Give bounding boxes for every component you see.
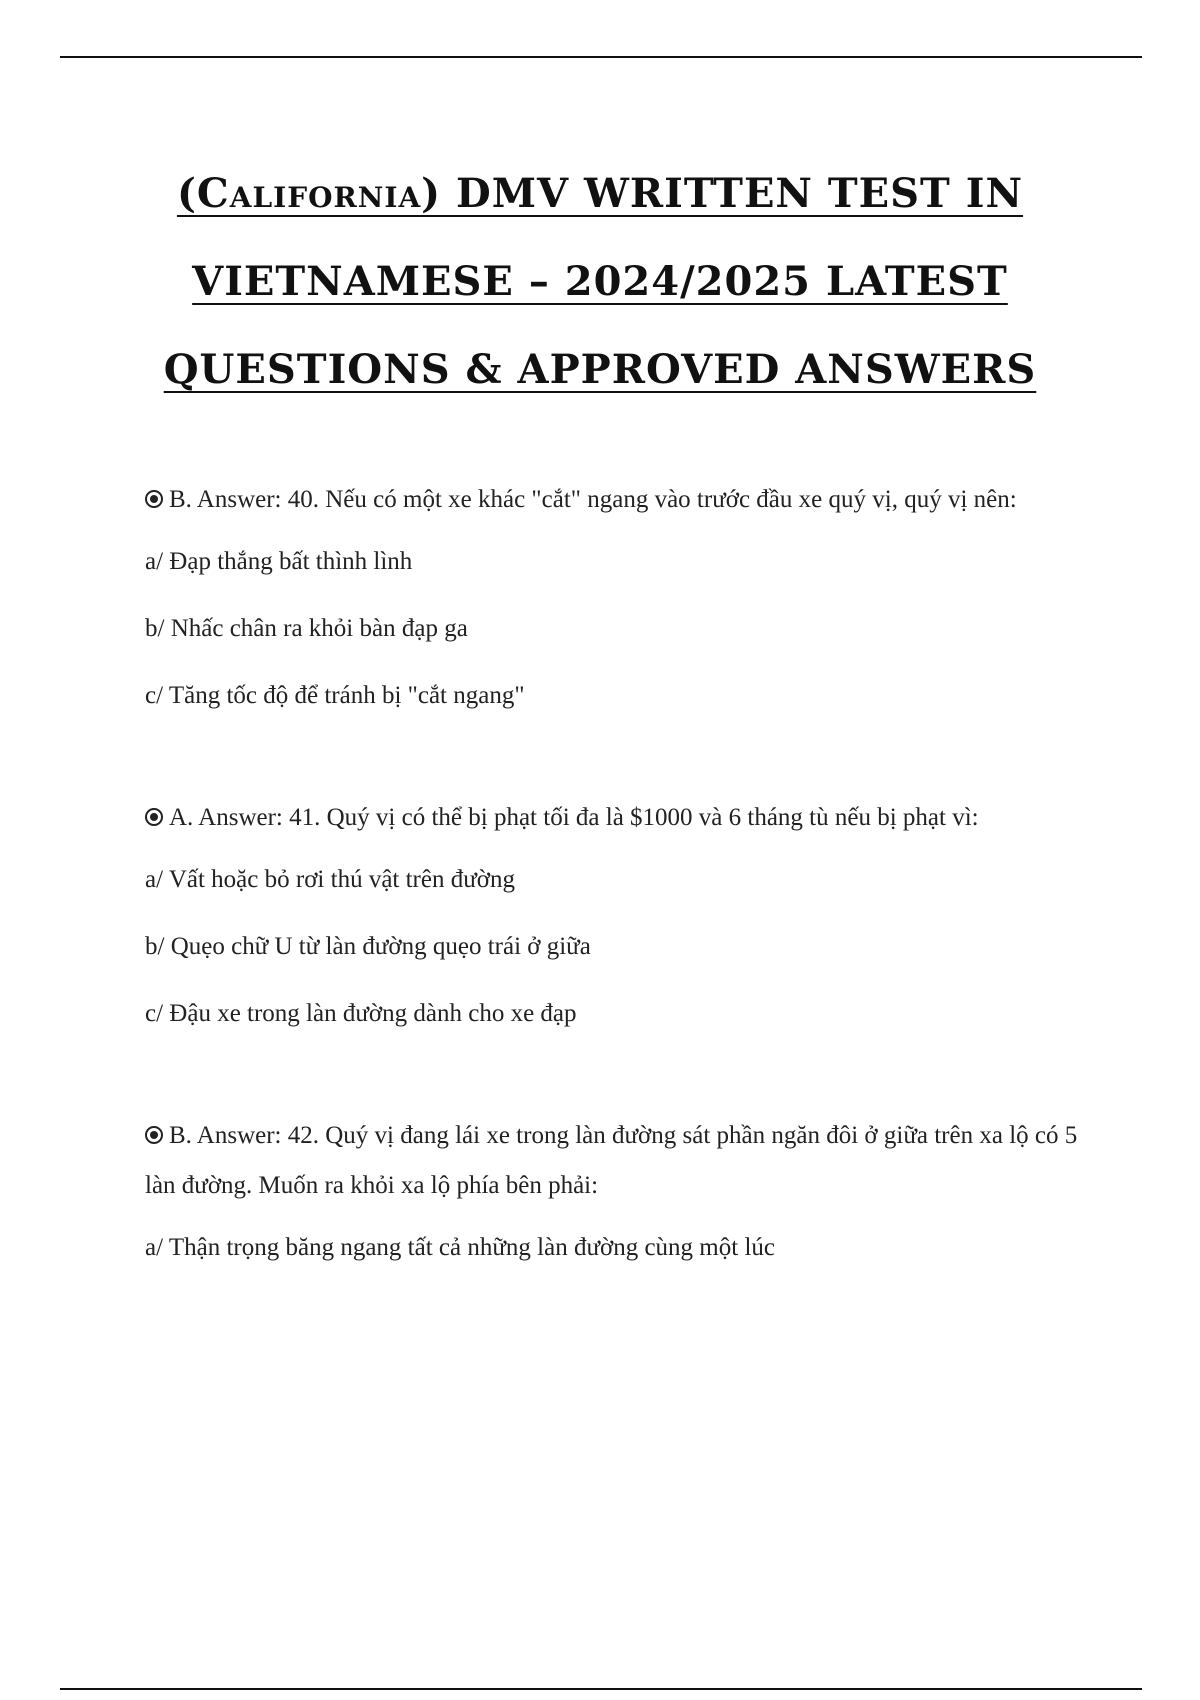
question-item [145, 1111, 1105, 1263]
question-list [145, 475, 1105, 1345]
radio-selected-icon [145, 490, 163, 508]
title-line: QUESTIONS & APPROVED ANSWERS [163, 346, 1037, 393]
answer-option: a/ Thận trọng băng ngang tất cả những làn đường cùng một lúc [145, 1234, 775, 1261]
question-item [145, 475, 1105, 711]
radio-selected-icon [145, 1126, 163, 1144]
answer-option: b/ Quẹo chữ U từ làn đường quẹo trái ở giữa [145, 933, 591, 960]
answer-option: c/ Đậu xe trong làn đường dành cho xe đạp [145, 1000, 577, 1027]
answer-option: c/ Tăng tốc độ để tránh bị "cắt ngang" [145, 682, 525, 709]
answer-option: a/ Vất hoặc bỏ rơi thú vật trên đường [145, 866, 515, 893]
answer-option: a/ Đạp thắng bất thình lình [145, 548, 413, 575]
radio-selected-icon [145, 808, 163, 826]
title-line: VIETNAMESE – 2024/2025 LATEST [192, 258, 1008, 305]
footer-rule [60, 1688, 1142, 1690]
question-text: A. Answer: 41. Quý vị có thể bị phạt tối đa là $1000 và 6 tháng tù nếu bị phạt vì: [145, 793, 1105, 843]
question-item [145, 793, 1105, 1029]
answer-option: b/ Nhấc chân ra khỏi bàn đạp ga [145, 615, 468, 642]
title-line: (California) DMV WRITTEN TEST IN [176, 170, 1024, 217]
question-text: B. Answer: 40. Nếu có một xe khác "cắt" ngang vào trước đầu xe quý vị, quý vị nên: [145, 475, 1105, 525]
document-title [0, 150, 1200, 414]
header-rule [60, 56, 1142, 58]
question-text: B. Answer: 42. Quý vị đang lái xe trong làn đường sát phần ngăn đôi ở giữa trên xa lộ có 5 làn đường. Muốn ra khỏi xa lộ phía bên phải: [145, 1122, 1078, 1199]
